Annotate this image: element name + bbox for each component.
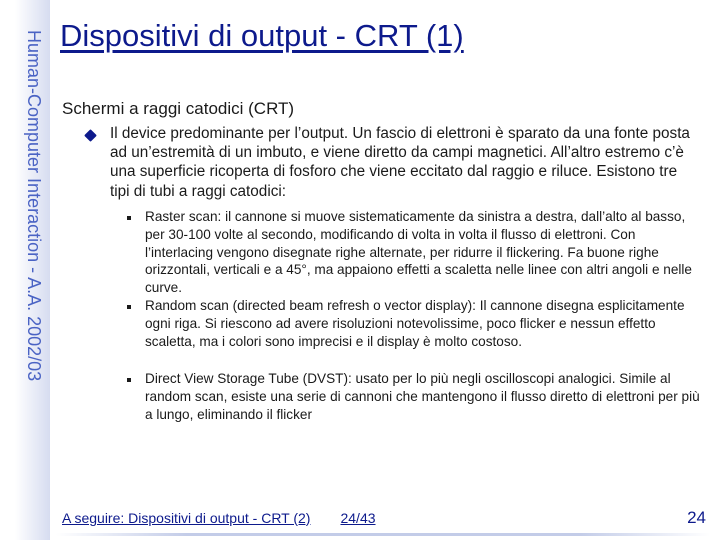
main-bullet-text: Il device predominante per l’output. Un fascio di elettroni è sparato da una fonte posta ad un’estremità di un imbuto, e viene diretto da campi magnetici. All’altro estremo c’è una superficie ricoperta di fosforo che viene eccitato dal raggio e riluce. Esistono tre tipi di tubi a raggi catodici: — [110, 125, 690, 200]
square-bullet-icon — [127, 216, 131, 220]
square-bullet-icon — [127, 305, 131, 309]
section-heading: Schermi a raggi catodici (CRT) — [62, 99, 295, 118]
next-slide-link-page: 24/43 — [340, 510, 376, 526]
sub-bullet-raster-scan: Raster scan: il cannone si muove sistematicamente da sinistra a destra, dall’alto al basso, per 30-100 volte al secondo, modificando di volta in volta il flusso di elettroni. Con l’interlacing vengono disegnate righe alternate, per ridurre il flickering. Fa buone righe orizzontali, verticali e a 45°, ma appaiono effetti a scaletta nelle linee con altri angoli e nelle curve. — [145, 209, 692, 296]
diamond-bullet-icon — [84, 129, 97, 142]
next-slide-link[interactable] — [62, 510, 376, 526]
page-number: 24 — [687, 508, 706, 527]
sub-bullet-random-scan: Random scan (directed beam refresh o vector display): Il cannone disegna esplicitamente ogni riga. Si riescono ad avere risoluzioni notevolissime, poco flicker e nessun effetto scaletta, ma i colori sono imprecisi e il display è molto costoso. — [145, 298, 685, 349]
square-bullet-icon — [127, 378, 131, 382]
slide-title: Dispositivi di output - CRT (1) — [60, 18, 464, 53]
next-slide-link-text: A seguire: Dispositivi di output - CRT (2) — [62, 510, 311, 526]
course-title-vertical: Human-Computer Interaction - A.A. 2002/03 — [24, 30, 44, 382]
footer-divider — [56, 533, 710, 536]
sub-bullet-dvst: Direct View Storage Tube (DVST): usato per lo più negli oscilloscopi analogici. Simile al random scan, esiste una serie di cannoni che mantengono il flusso diretto di elettroni per più a lungo, eliminando il flicker — [145, 371, 700, 422]
